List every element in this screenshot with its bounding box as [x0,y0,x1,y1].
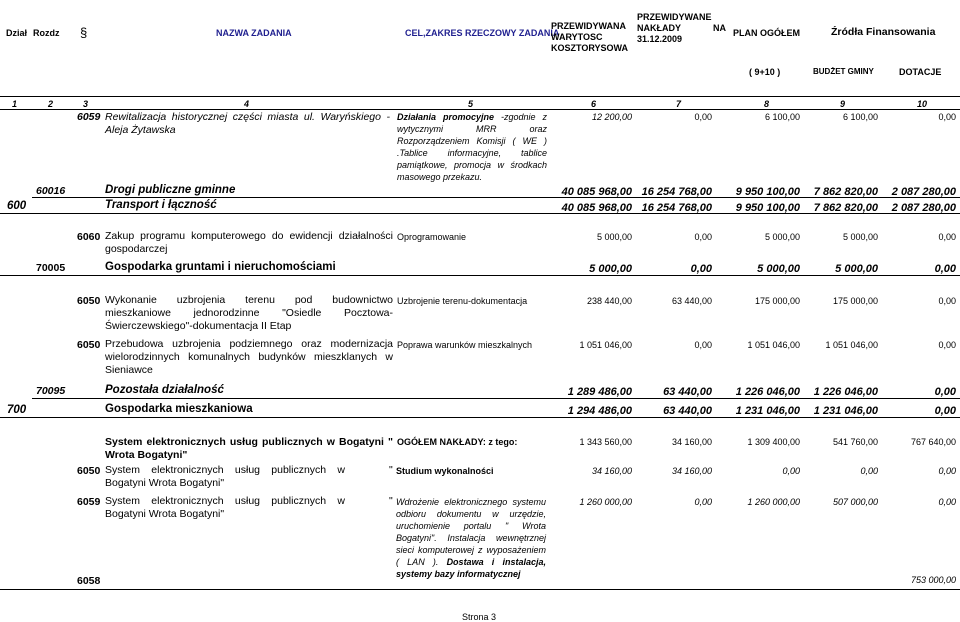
value-col-9: 0,00 [860,466,878,476]
value-col-6: 238 440,00 [586,296,632,306]
task-name: System elektronicznych usług publicznych w Bogatyni Wrota Bogatyni" [105,495,345,520]
value-col-8: 5 000,00 [757,263,800,275]
value-col-9: 5 000,00 [835,263,878,275]
task-cel: OGÓŁEM NAKŁADY: z tego: [397,437,518,447]
col-num-1: 1 [12,99,18,109]
task-cel-part2: Dostawa i instalacja, systemy bazy informatycznej [396,557,546,579]
value-col-8: 6 100,00 [764,112,800,122]
task-name: Przebudowa uzbrojenia podziemnego oraz modernizacja wielorodzinnych komunalnych budynków mieszklanych w Sieniawce [105,338,393,376]
task-name: Wykonanie uzbrojenia terenu pod budownictwo mieszkaniowe jednorodzinne "Osiedle Pocztowa-Świerczewskiego"-dokumentacja II Etap [105,294,393,332]
value-col-10: 2 087 280,00 [891,186,956,198]
row-dzial: 600 [7,200,27,212]
value-col-7: 0,00 [694,232,712,242]
task-name: Zakup programu komputerowego do ewidencji działalności gospodarczej [105,230,393,255]
header-zrodla: Źródła Finansowania [831,26,936,38]
value-col-7: 34 160,00 [671,466,712,476]
row-divider [0,275,960,276]
task-name: Gospodarka mieszkaniowa [105,403,253,415]
value-col-9: 507 000,00 [832,497,878,507]
header-divider [0,96,960,97]
value-col-6: 1 051 046,00 [579,340,632,350]
header-przewidywana: PRZEWIDYWANA [551,21,626,31]
row-paragraf: 6059 [77,111,101,123]
value-col-10: 753 000,00 [910,575,956,585]
header-date: 31.12.2009 [637,34,683,44]
row-divider [32,398,960,399]
task-quote: " [389,495,393,507]
row-rozdzial: 70005 [36,262,66,274]
col-num-5: 5 [468,99,474,109]
value-col-7: 63 440,00 [663,405,712,417]
value-col-8: 1 051 046,00 [747,340,800,350]
table-bottom-border [0,589,960,590]
value-col-7: 0,00 [690,263,712,275]
value-col-10: 0,00 [938,296,956,306]
row-paragraf: 6060 [77,231,101,243]
header-paragraph: § [80,25,88,40]
header-dotacje: DOTACJE [899,67,942,77]
col-num-4: 4 [244,99,250,109]
task-cel: Uzbrojenie terenu-dokumentacja [397,296,528,306]
header-przewidywane: PRZEWIDYWANE [637,12,712,22]
header-na: NA [713,23,726,33]
task-quote: " [389,464,393,476]
value-col-6: 5 000,00 [589,263,632,275]
value-col-7: 16 254 768,00 [641,186,712,198]
task-name: Gospodarka gruntami i nieruchomościami [105,261,336,273]
task-cel: Poprawa warunków mieszkalnych [397,340,533,350]
task-cel: Oprogramowanie [397,232,467,242]
row-paragraf: 6050 [77,295,101,307]
value-col-8: 5 000,00 [764,232,800,242]
row-rozdzial: 60016 [36,185,66,197]
task-name: Rewitalizacja historycznej części miasta ul. Waryńskiego - Aleja Żytawska [105,111,390,136]
header-naklady: NAKŁADY [637,23,681,33]
value-col-9: 6 100,00 [842,112,878,122]
value-col-10: 0,00 [938,340,956,350]
row-divider [0,417,960,418]
value-col-10: 767 640,00 [910,437,956,447]
value-col-10: 0,00 [934,386,956,398]
value-col-10: 0,00 [934,263,956,275]
value-col-7: 16 254 768,00 [641,202,712,214]
header-plan-ogolem: PLAN OGÓŁEM [733,28,800,38]
row-paragraf: 6050 [77,465,101,477]
col-num-7: 7 [676,99,682,109]
value-col-9: 1 226 046,00 [813,386,878,398]
value-col-7: 0,00 [694,340,712,350]
value-col-7: 0,00 [694,112,712,122]
value-col-6: 40 085 968,00 [561,186,632,198]
row-paragraf: 6050 [77,339,101,351]
col-num-10: 10 [917,99,928,109]
value-col-6: 34 160,00 [591,466,632,476]
task-name: System elektronicznych usług publicznych w Bogatyni Wrota Bogatyni" [105,464,345,489]
header-rozdzial: Rozdz [33,28,60,38]
value-col-8: 0,00 [782,466,800,476]
row-divider [0,213,960,214]
row-rozdzial: 70095 [36,385,66,397]
header-cel-zakres: CEL,ZAKRES RZECZOWY ZADANIA [405,28,560,38]
value-col-7: 0,00 [694,497,712,507]
value-col-10: 0,00 [938,112,956,122]
header-formula: ( 9+10 ) [749,67,781,77]
header-wartosc: WARYTOSC [551,32,603,42]
value-col-9: 1 051 046,00 [825,340,878,350]
task-cel: Studium wykonalności [396,466,494,476]
value-col-7: 63 440,00 [663,386,712,398]
value-col-10: 0,00 [938,466,956,476]
header-nazwa-zadania: NAZWA ZADANIA [216,28,292,38]
value-col-8: 175 000,00 [754,296,800,306]
task-name: Pozostała działalność [105,384,224,396]
col-num-9: 9 [840,99,846,109]
column-numbers-divider [0,109,960,110]
value-col-6: 12 200,00 [591,112,632,122]
task-name: Transport i łączność [105,199,217,211]
value-col-6: 5 000,00 [596,232,632,242]
value-col-9: 7 862 820,00 [813,186,878,198]
value-col-10: 0,00 [934,405,956,417]
task-name: System elektronicznych usług publicznych w Bogatyni " Wrota Bogatyni" [105,436,393,461]
value-col-9: 5 000,00 [842,232,878,242]
row-paragraf: 6059 [77,496,101,508]
page-number: Strona 3 [462,612,497,622]
col-num-3: 3 [83,99,89,109]
task-cel [396,496,546,580]
value-col-10: 0,00 [938,497,956,507]
value-col-8: 1 260 000,00 [747,497,800,507]
value-col-8: 1 226 046,00 [735,386,800,398]
value-col-8: 9 950 100,00 [735,186,800,198]
value-col-10: 0,00 [938,232,956,242]
value-col-6: 40 085 968,00 [561,202,632,214]
row-paragraf: 6058 [77,575,101,587]
value-col-8: 1 309 400,00 [747,437,800,447]
header-dzial: Dział [6,28,28,38]
value-col-7: 63 440,00 [671,296,712,306]
col-num-2: 2 [48,99,54,109]
value-col-8: 9 950 100,00 [735,202,800,214]
value-col-7: 34 160,00 [671,437,712,447]
col-num-8: 8 [764,99,770,109]
header-kosztorysowa: KOSZTORYSOWA [551,43,629,53]
value-col-6: 1 294 486,00 [567,405,632,417]
value-col-6: 1 289 486,00 [567,386,632,398]
row-divider [32,197,960,198]
header-budzet: BUDŻET GMINY [813,67,874,76]
task-cel-part1: Wdrożenie elektronicznego systemu odbioru dokumentu w urzędzie, uruchomienie portalu " Wrota Bogatyni". Instalacja wewnętrznej sieci komputerowej z wyposażeniem ( LAN ). [396,497,546,567]
value-col-8: 1 231 046,00 [735,405,800,417]
value-col-10: 2 087 280,00 [891,202,956,214]
task-cel [397,111,547,183]
value-col-9: 541 760,00 [832,437,878,447]
col-num-6: 6 [591,99,597,109]
task-cel-rest: -zgodnie z wytycznymi MRR oraz Rozporządzeniem Komisji ( WE ) .Tablice informacyjne, tablice pamiątkowe, promocja w środkach masowego przekazu. [397,112,547,182]
task-cel-lead: Działania promocyjne [397,112,495,122]
value-col-6: 1 260 000,00 [579,497,632,507]
value-col-9: 1 231 046,00 [813,405,878,417]
task-name: Drogi publiczne gminne [105,184,236,196]
value-col-6: 1 343 560,00 [579,437,632,447]
value-col-9: 7 862 820,00 [813,202,878,214]
row-dzial: 700 [7,404,27,416]
value-col-9: 175 000,00 [832,296,878,306]
